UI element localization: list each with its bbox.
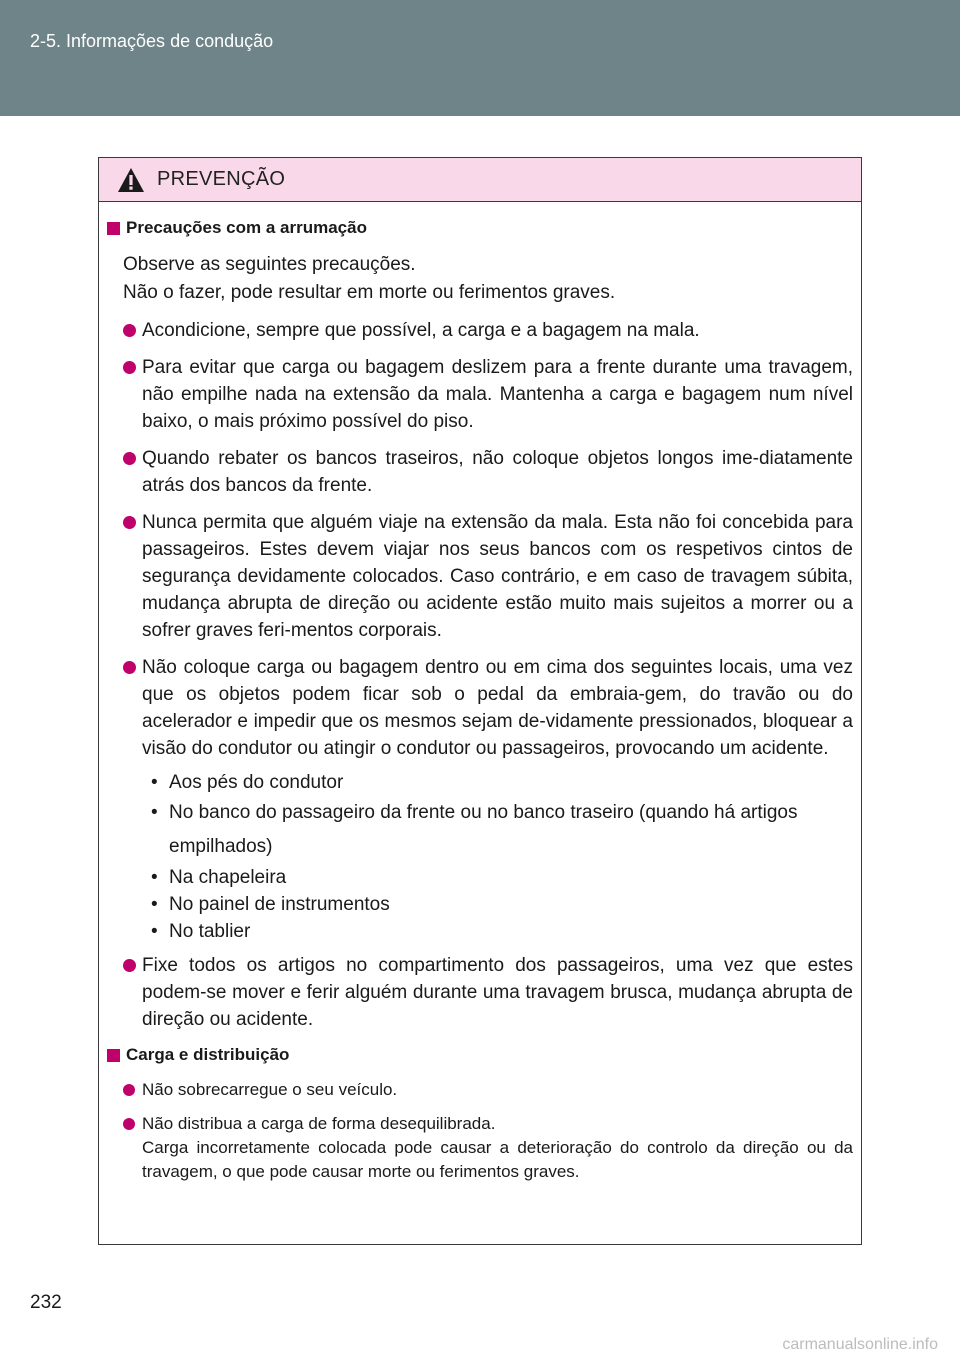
bullet-item: Não distribua a carga de forma desequilibrada. Carga incorretamente colocada pode causar a deterioração do controlo da direção ou da travagem, o que pode causar morte ou ferimentos graves. (123, 1112, 853, 1184)
warning-triangle-icon (117, 167, 145, 193)
warning-content (99, 202, 861, 1184)
bullet-item: Para evitar que carga ou bagagem deslizem para a frente durante uma travagem, não empilhe nada na extensão da mala. Mantenha a carga e bagagem num nível baixo, o mais próximo possível do piso. (123, 354, 853, 435)
page-number: 232 (30, 1292, 62, 1313)
sub-list-item: • Na chapeleira (151, 864, 853, 891)
section-heading-text: Precauções com a arrumação (126, 218, 367, 237)
square-bullet-icon (107, 1049, 120, 1062)
bullet-item: Fixe todos os artigos no compartimento dos passageiros, uma vez que estes podem-se mover e ferir alguém durante uma travagem brusca, mudança abrupta de direção ou acidente. (123, 952, 853, 1033)
bullet-item: Nunca permita que alguém viaje na extensão da mala. Esta não foi concebida para passageiros. Estes devem viajar nos seus bancos com os respetivos cintos de segurança devidamente colocados. Caso contrário, e em caso de travagem súbita, mudança abrupta de direção ou acidente estão muito mais sujeitos a morrer ou a sofrer graves feri-mentos corporais. (123, 509, 853, 644)
warning-header (99, 158, 861, 202)
section-heading-text: Carga e distribuição (126, 1045, 290, 1064)
bullet-item: Acondicione, sempre que possível, a carga e a bagagem na mala. (123, 317, 853, 344)
sub-list-item: • Aos pés do condutor (151, 769, 853, 796)
watermark: carmanualsonline.info (782, 1336, 938, 1353)
sub-list-item: • No tablier (151, 918, 853, 945)
bullet-item: Quando rebater os bancos traseiros, não coloque objetos longos ime-diatamente atrás dos bancos da frente. (123, 445, 853, 499)
section-heading-load (107, 1045, 853, 1065)
page-header (0, 0, 960, 116)
bullet-item: Não sobrecarregue o seu veículo. (123, 1078, 853, 1102)
bullet-note: Carga incorretamente colocada pode causar a deterioração do controlo da direção ou da travagem, o que pode causar morte ou ferimentos graves. (142, 1138, 853, 1181)
section-title: 2-5. Informações de condução (30, 31, 274, 51)
circle-bullet-icon (123, 361, 136, 374)
warning-label: PREVENÇÃO (157, 168, 286, 190)
square-bullet-icon (107, 222, 120, 235)
circle-bullet-icon (123, 324, 136, 337)
circle-bullet-icon (123, 959, 136, 972)
section-heading-storage (107, 218, 853, 238)
warning-box (98, 157, 862, 1245)
intro-text (123, 251, 853, 307)
sub-list-item: • No banco do passageiro da frente ou no banco traseiro (quando há artigos empilhados) (151, 796, 853, 864)
intro-line: Não o fazer, pode resultar em morte ou ferimentos graves. (123, 282, 616, 303)
intro-line: Observe as seguintes precauções. (123, 254, 416, 275)
circle-bullet-icon (123, 452, 136, 465)
sub-list (151, 769, 853, 945)
circle-bullet-icon (123, 1118, 135, 1130)
sub-list-item: • No painel de instrumentos (151, 891, 853, 918)
circle-bullet-icon (123, 516, 136, 529)
bullet-item: Não coloque carga ou bagagem dentro ou em cima dos seguintes locais, uma vez que os objetos podem ficar sob o pedal da embraia-gem, do travão ou do acelerador e impedir que os mesmos sejam de-vidamente pressionados, bloquear a visão do condutor ou atingir o condutor ou passageiros, provocando um acidente. (123, 654, 853, 762)
circle-bullet-icon (123, 1084, 135, 1096)
circle-bullet-icon (123, 661, 136, 674)
